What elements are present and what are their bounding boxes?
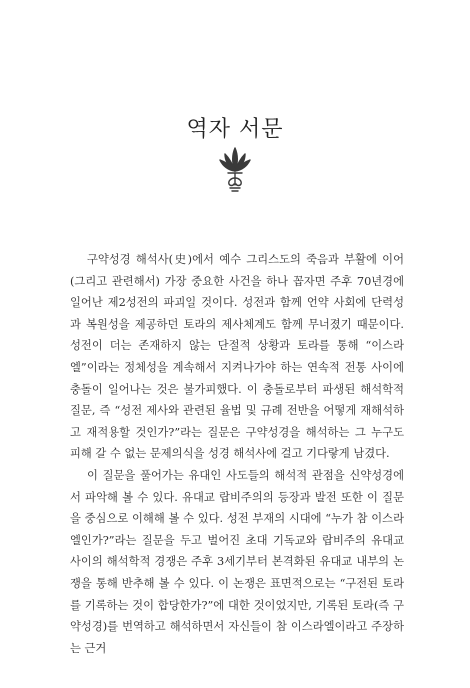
paragraph-2: 이 질문을 풀어가는 유대인 사도들의 해석적 관점을 신약성경에서 파악해 볼 수 있다. 유대교 랍비주의의 등장과 발전 또한 이 질문을 중심으로 이해해 볼 수 있다. 성전 부재의 시대에 “누가 참 이스라엘인가?”라는 질문을 두고 벌어진 초대 기독교와 랍비주의 유대교 사이의 해석학적 경쟁은 주후 3세기부터 본격화된 유대교 내부의 논쟁을 통해 반추해 볼 수 있다. 이 논쟁은 표면적으로는 “구전된 토라를 기록하는 것이 합당한가?”에 대한 것이었지만, 기록된 토라(즉 구약성경)를 번역하고 해석하면서 자신들이 참 이스라엘이라고 주장하는 근거	[70, 468, 404, 655]
lily-flower-ornament-icon	[218, 145, 252, 193]
body-text	[70, 249, 404, 659]
paragraph-1: 구약성경 해석사(史)에서 예수 그리스도의 죽음과 부활에 이어 (그리고 관련해서) 가장 중요한 사건을 하나 꼽자면 주후 70년경에 일어난 제2성전의 파괴일 것이다. 성전과 함께 언약 사회에 단력성과 복원성을 제공하던 토라의 제사체계도 함께 무너졌기 때문이다. 성전이 더는 존재하지 않는 단절적 상황과 토라를 통해 “이스라엘”이라는 정체성을 계속해서 지켜나가야 하는 연속적 전통 사이에 충돌이 일어나는 것은 불가피했다. 이 충돌로부터 파생된 해석학적 질문, 즉 “성전 제사와 관련된 율법 및 규례 전반을 어떻게 재해석하고 재적용할 것인가?”라는 질문은 구약성경을 해석하는 그 누구도 피해 갈 수 없는 문제의식을 성경 해석사에 걸고 기다랗게 남겼다.	[70, 253, 404, 461]
page-title: 역자 서문	[186, 117, 284, 142]
